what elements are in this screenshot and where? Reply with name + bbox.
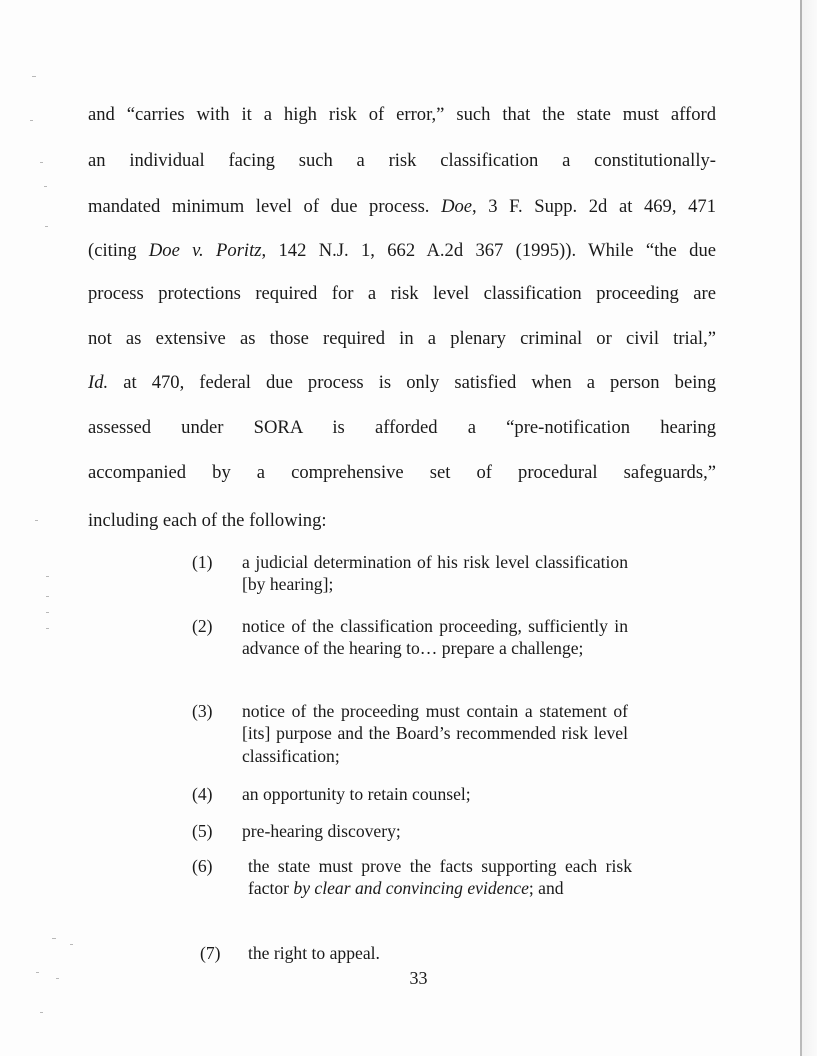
- scan-speck: [45, 226, 48, 227]
- case-citation: Doe: [441, 196, 473, 217]
- list-item-number: (6): [192, 856, 213, 876]
- paragraph-line: and “carries with it a high risk of error,” such that the state must afford: [88, 104, 716, 125]
- scan-speck: [40, 1012, 43, 1013]
- paragraph-text: , 3 F. Supp. 2d at 469, 471: [472, 196, 716, 217]
- paragraph-line: an individual facing such a risk classification a constitutionally-: [88, 150, 716, 171]
- list-item-text-part: ; and: [528, 878, 564, 899]
- evidence-standard: by clear and convincing evidence: [293, 878, 529, 899]
- scan-speck: [35, 520, 38, 521]
- scan-edge-shadow: [802, 0, 817, 1056]
- scan-speck: [46, 628, 49, 629]
- list-item-number: (1): [192, 552, 213, 572]
- list-item-number: (4): [192, 784, 213, 804]
- scan-speck: [30, 120, 33, 121]
- paragraph-line: process protections required for a risk level classification proceeding are: [88, 283, 716, 304]
- paragraph-line: not as extensive as those required in a plenary criminal or civil trial,”: [88, 328, 716, 349]
- list-item-number: (3): [192, 701, 213, 721]
- paragraph-line: including each of the following:: [88, 510, 327, 531]
- list-item-number: (2): [192, 616, 213, 636]
- list-item-text-part: the state must prove the facts supporting each risk factor: [248, 856, 632, 899]
- paragraph-line: assessed under SORA is afforded a “pre-notification hearing: [88, 417, 716, 438]
- list-item-text: [248, 855, 632, 900]
- paragraph-line: [88, 196, 716, 218]
- paragraph-text: at 470, federal due process is only satisfied when a person being: [108, 372, 716, 393]
- list-item-text: the right to appeal.: [248, 943, 380, 963]
- scan-speck: [46, 576, 49, 577]
- case-citation: Doe v. Poritz: [148, 240, 262, 261]
- paragraph-text: , 142 N.J. 1, 662 A.2d 367 (1995)). While “the due: [261, 240, 716, 261]
- scan-speck: [46, 596, 49, 597]
- paragraph-line: [88, 240, 716, 262]
- paragraph-line: accompanied by a comprehensive set of procedural safeguards,”: [88, 462, 716, 483]
- list-item-number: (7): [200, 943, 221, 963]
- paragraph-line: [88, 372, 716, 394]
- scan-speck: [40, 162, 43, 163]
- list-item-text: pre-hearing discovery;: [242, 821, 401, 841]
- scan-speck: [70, 944, 73, 945]
- paragraph-text: (citing: [88, 240, 149, 261]
- scan-speck: [32, 76, 36, 77]
- list-item-text: notice of the proceeding must contain a statement of [its] purpose and the Board’s recommended risk level classification;: [242, 701, 628, 766]
- page-number: 33: [409, 968, 428, 988]
- scan-speck: [46, 612, 49, 613]
- scan-speck: [44, 186, 47, 187]
- paragraph-text: mandated minimum level of due process.: [88, 196, 442, 217]
- scan-speck: [52, 938, 56, 939]
- list-item-text: notice of the classification proceeding, sufficiently in advance of the hearing to… prepare a challenge;: [242, 616, 628, 659]
- list-item-text: an opportunity to retain counsel;: [242, 784, 471, 804]
- list-item-number: (5): [192, 821, 213, 841]
- list-item-text: a judicial determination of his risk level classification [by hearing];: [242, 552, 628, 595]
- case-citation: Id.: [88, 372, 109, 393]
